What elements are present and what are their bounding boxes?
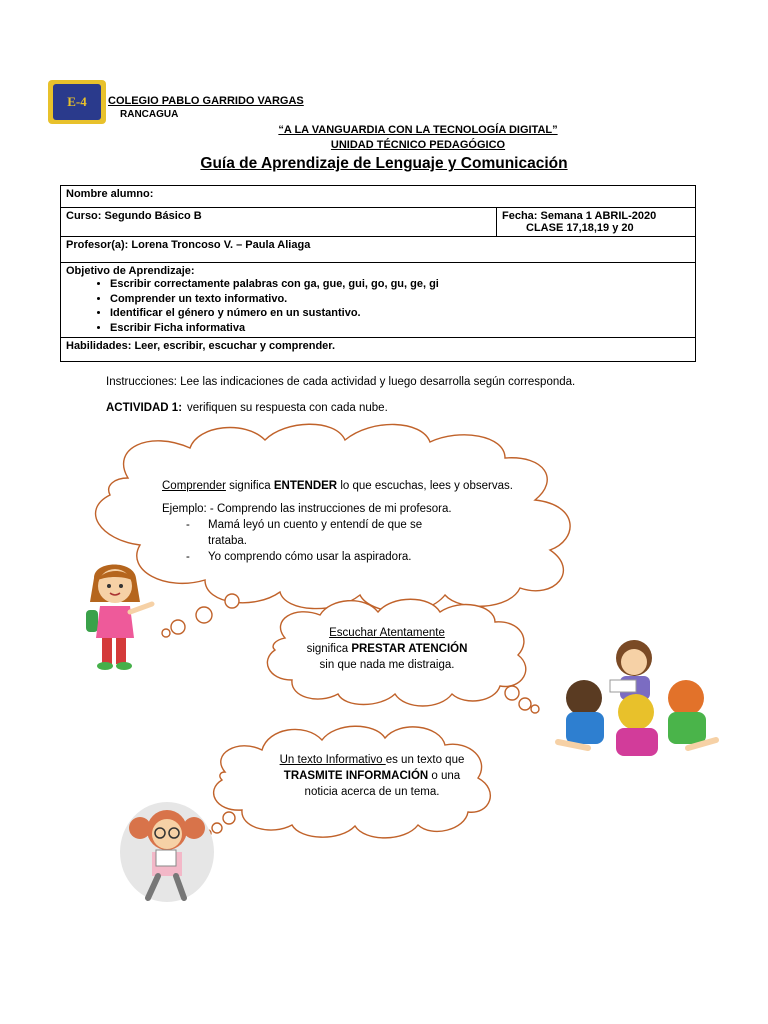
activity-label: ACTIVIDAD 1: (106, 402, 183, 414)
term-informativo: Un texto Informativo (279, 754, 386, 766)
date-line: Fecha: Semana 1 ABRIL-2020 (502, 210, 657, 222)
cloud-informativo-text (272, 752, 472, 800)
teacher-text: Profesor(a): Lorena Troncoso V. – Paula Aliaga (66, 239, 311, 251)
definition-pre: significa (306, 643, 352, 655)
objective-item: • Comprender un texto informativo. (110, 292, 690, 307)
objective-item: • Identificar el género y número en un sustantivo. (110, 306, 690, 321)
bold-trasmite: TRASMITE (283, 770, 343, 782)
definition-pre: es un texto que (385, 754, 465, 766)
skills-text: Habilidades: Leer, escribir, escuchar y comprender. (66, 340, 336, 352)
objective-label: Objetivo de Aprendizaje: (66, 265, 195, 277)
course-text: Curso: Segundo Básico B (66, 210, 202, 222)
objective-item: • Escribir correctamente palabras con ga, gue, gui, go, gu, ge, gi (110, 277, 690, 292)
class-line: CLASE 17,18,19 y 20 (526, 222, 634, 234)
children-illustration (548, 636, 724, 762)
bold-entender: ENTENDER (273, 480, 338, 492)
school-city: RANCAGUA (120, 109, 179, 120)
term-escuchar: Escuchar Atentamente (329, 627, 445, 639)
bold-prestar-atencion: PRESTAR ATENCIÓN (351, 643, 468, 655)
definition-rest: sin que nada me distraiga. (319, 659, 455, 671)
definition-escuchar (292, 641, 482, 657)
document-title: Guía de Aprendizaje de Lenguaje y Comunicación (200, 155, 568, 172)
definition-comprender (162, 478, 522, 494)
motto: “A LA VANGUARDIA CON LA TECNOLOGÍA DIGITAL” (278, 124, 558, 136)
school-name: COLEGIO PABLO GARRIDO VARGAS (108, 95, 304, 107)
reading-girl-illustration (118, 800, 216, 904)
girl-illustration (72, 560, 172, 675)
example-item-text: Yo comprendo cómo usar la aspiradora. (208, 551, 412, 563)
example-text: Ejemplo: - Comprendo las instrucciones de mi profesora. (162, 503, 452, 515)
example-item: - Mamá leyó un cuento y entendí de que se trataba. (186, 517, 522, 549)
definition-connector: significa (225, 480, 274, 492)
cloud-comprender-text (162, 478, 522, 565)
definition-rest: lo que escuchas, lees y observas. (337, 480, 513, 492)
bold-informacion: INFORMACIÓN (345, 770, 429, 782)
example-item-text: Mamá leyó un cuento y entendí de que se trataba. (208, 519, 423, 547)
objective-item: • Escribir Ficha informativa (110, 321, 690, 336)
cloud-escuchar-text (292, 625, 482, 673)
instructions: Instrucciones: Lee las indicaciones de cada actividad y luego desarrolla según corresponda. (106, 376, 576, 388)
logo-text: E-4 (67, 94, 87, 109)
term-comprender: Comprender (162, 480, 226, 492)
activity-text: verifiquen su respuesta con cada nube. (187, 402, 388, 414)
definition-rest: o una noticia acerca de un tema. (304, 770, 461, 798)
unit-name: UNIDAD TÉCNICO PEDAGÓGICO (330, 139, 506, 151)
student-label: Nombre alumno: (66, 188, 154, 200)
example-item: - Yo comprendo cómo usar la aspiradora. (186, 551, 412, 563)
